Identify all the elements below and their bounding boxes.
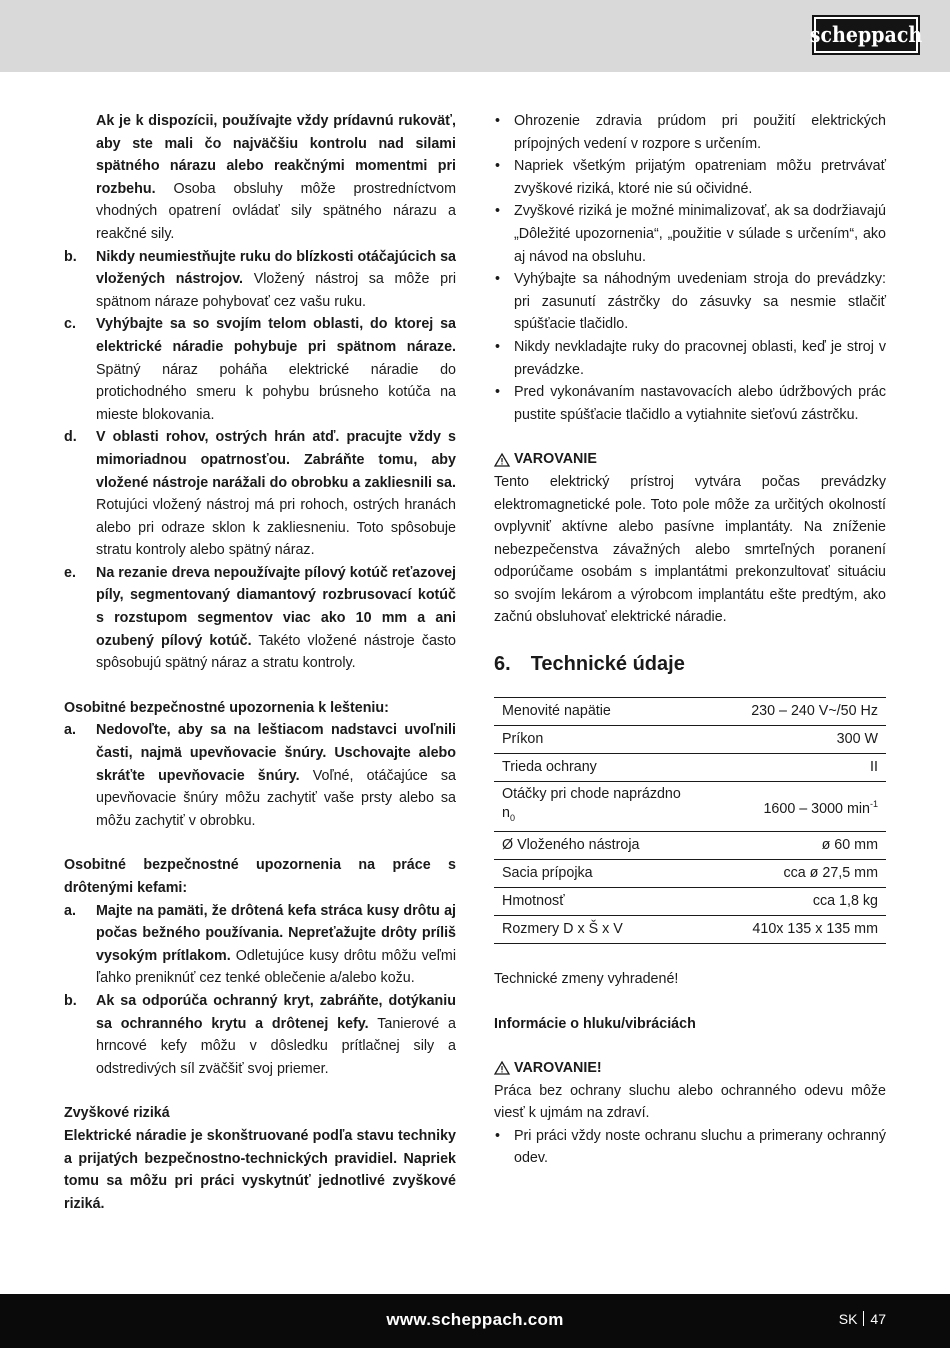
scheppach-logo (809, 15, 923, 55)
intro-paragraph: Ak je k dispozícii, používajte vždy prídavnú rukoväť, aby ste mali čo najväčšiu kontrolu nad silami spätného nárazu alebo reakčnými momentmi pri rozbehu. Osoba obsluhy môže prostredníctvom vhodných opatrení ovládať sily spätného nárazu a reakčné sily. (96, 113, 456, 242)
bullet-item: • Ohrozenie zdravia prúdom pri použití elektrických prípojných vedení v rozpore s určením. (495, 113, 886, 152)
table-row: Rozmery D x Š x V 410x 135 x 135 mm (494, 915, 886, 943)
list-item: d. V oblasti rohov, ostrých hrán atď. pracujte vždy s mimoriadnou opatrnosťou. Zabráňte tomu, aby vložené nástroje narážali do obrobku a zakliesnili sa. Rotujúci vložený nástroj má pri rohoch, ostrých hranách alebo pri odraze sklon k zakliesneniu. Toto spôsobuje stratu kontroly alebo spätný náraz. (64, 429, 456, 559)
list-item: a. Majte na pamäti, že drôtená kefa stráca kusy drôtu aj počas bežného používania. Nepreťažujte drôty príliš vysokým prítlakom. Odletujúce kusy drôtu môžu veľmi ľahko preniknúť cez tenké oblečenie a/alebo kožu. (64, 902, 456, 987)
warning-triangle-icon (494, 453, 510, 467)
risks-heading: Zvyškové riziká (64, 1105, 170, 1122)
table-row: Menovité napätie 230 – 240 V~/50 Hz (494, 698, 886, 726)
bullet-item: • Nikdy nevkladajte ruky do pracovnej oblasti, keď je stroj v prevádzke. (495, 338, 886, 378)
warning-triangle-icon (494, 1061, 510, 1075)
logo-text: scheppach (809, 21, 923, 48)
polish-heading: Osobitné bezpečnostné upozornenia k lešteniu: (64, 699, 389, 716)
bullet-item: • Napriek všetkým prijatým opatreniam môžu pretrvávať zvyškové riziká, ktoré nie sú očividné. (495, 158, 886, 197)
bullet-item: • Pri práci vždy noste ochranu sluchu a primerany ochranný odev. (495, 1127, 886, 1167)
bullet-item: • Vyhýbajte sa náhodným uvedeniam stroja do prevádzky: pri zasunutí zástrčky do zásuvky sa nesmie stlačiť spúšťacie tlačidlo. (495, 271, 886, 333)
warning-heading: VAROVANIE! (494, 1057, 886, 1080)
table-row: Otáčky pri chode naprázdno $n_0$ 1600 – 3000 $\min^{-1}$ (494, 782, 886, 832)
footer-bar (0, 1294, 950, 1348)
risks-text: Elektrické náradie je skonštruované podľa stavu techniky a prijatých bezpečnostno-technických pravidiel. Napriek tomu sa môžu pri práci vyskytnúť jednotlivé zvyškové riziká. (64, 1127, 456, 1212)
left-column (64, 110, 456, 1215)
list-item: e. Na rezanie dreva nepoužívajte pílový kotúč reťazovej píly, segmentovaný diamantový rozbrusovací kotúč s rozstupom segmentov viac ako 10 mm a ani ozubený pílový kotúč. Takéto vložené nástroje často spôsobujú spätný náraz a stratu kontroly. (64, 564, 456, 672)
list-item: b. Nikdy neumiestňujte ruku do blízkosti otáčajúcich sa vložených nástrojov. Vložený nástroj sa môže pri spätnom náraze pohybovať cez vašu ruku. (64, 248, 457, 310)
table-row: Príkon 300 W (494, 726, 886, 754)
table-row: Hmotnosť cca 1,8 kg (494, 887, 886, 915)
list-item: c. Vyhýbajte sa so svojím telom oblasti, do ktorej sa elektrické náradie pohybuje pri spätnom náraze. Spätný náraz poháňa elektrické náradie do protichodného smeru k pohybu brúsneho kotúča na mieste blokovania. (64, 316, 456, 423)
wire-heading: Osobitné bezpečnostné upozornenia na práce s drôtenými kefami: (64, 857, 456, 896)
warning-text: Práca bez ochrany sluchu alebo ochranného odevu môže viesť k ujmám na zdraví. (494, 1082, 886, 1122)
list-item: a. Nedovoľte, aby sa na leštiacom nadstavci uvoľnili časti, najmä upevňovacie šnúry. Uschovajte alebo skráťte upevňovacie šnúry. Voľné, otáčajúce sa upevňovacie šnúry môžu zachytiť vaše prsty alebo sa môžu zachytiť v obrobku. (64, 722, 456, 829)
spec-table (494, 697, 886, 944)
bullet-item: • Pred vykonávaním nastavovacích alebo údržbových prác pustite spúšťacie tlačidlo a vytiahnite sieťovú zástrčku. (495, 384, 886, 423)
footer-website-link[interactable]: www.scheppach.com (386, 1310, 564, 1329)
table-row: Ø Vloženého nástroja ø 60 mm (494, 831, 886, 859)
list-item: b. Ak sa odporúča ochranný kryt, zabráňte, dotýkaniu sa ochranného krytu a drôtenej kefy. Tanierové a hrncové kefy môžu v dôsledku prítlačnej sily a odstredivých síl zväčšiť svoj priemer. (64, 992, 456, 1077)
noise-heading: Informácie o hluku/vibráciách (494, 1015, 696, 1032)
right-column (494, 110, 886, 1170)
table-row: Sacia prípojka cca ø 27,5 mm (494, 859, 886, 887)
page-number: SK 47 (838, 1311, 886, 1327)
section-title: 6. Technické údaje (494, 653, 685, 676)
header-bar (0, 0, 950, 72)
bullet-item: • Zvyškové riziká je možné minimalizovať, ak sa dodržiavajú „Dôležité upozornenia“, „použitie v súlade s určením“, ako aj návod na obsluhu. (495, 203, 886, 265)
warning-text: Tento elektrický prístroj vytvára počas prevádzky elektromagnetické pole. Toto pole môže za určitých okolností ovplyvniť aktívne alebo pasívne implantáty. Na zníženie nebezpečenstva závažných alebo smrteľných poranení odporúčame osobám s implantátmi prekonzultovať situáciu so svojím lekárom a výrobcom implantátu ešte predtým, ako začnú obsluhovať elektrické náradie. (494, 473, 886, 626)
table-row: Trieda ochrany II (494, 754, 886, 782)
warning-heading: VAROVANIE (494, 448, 886, 471)
tech-note: Technické zmeny vyhradené! (494, 970, 679, 987)
